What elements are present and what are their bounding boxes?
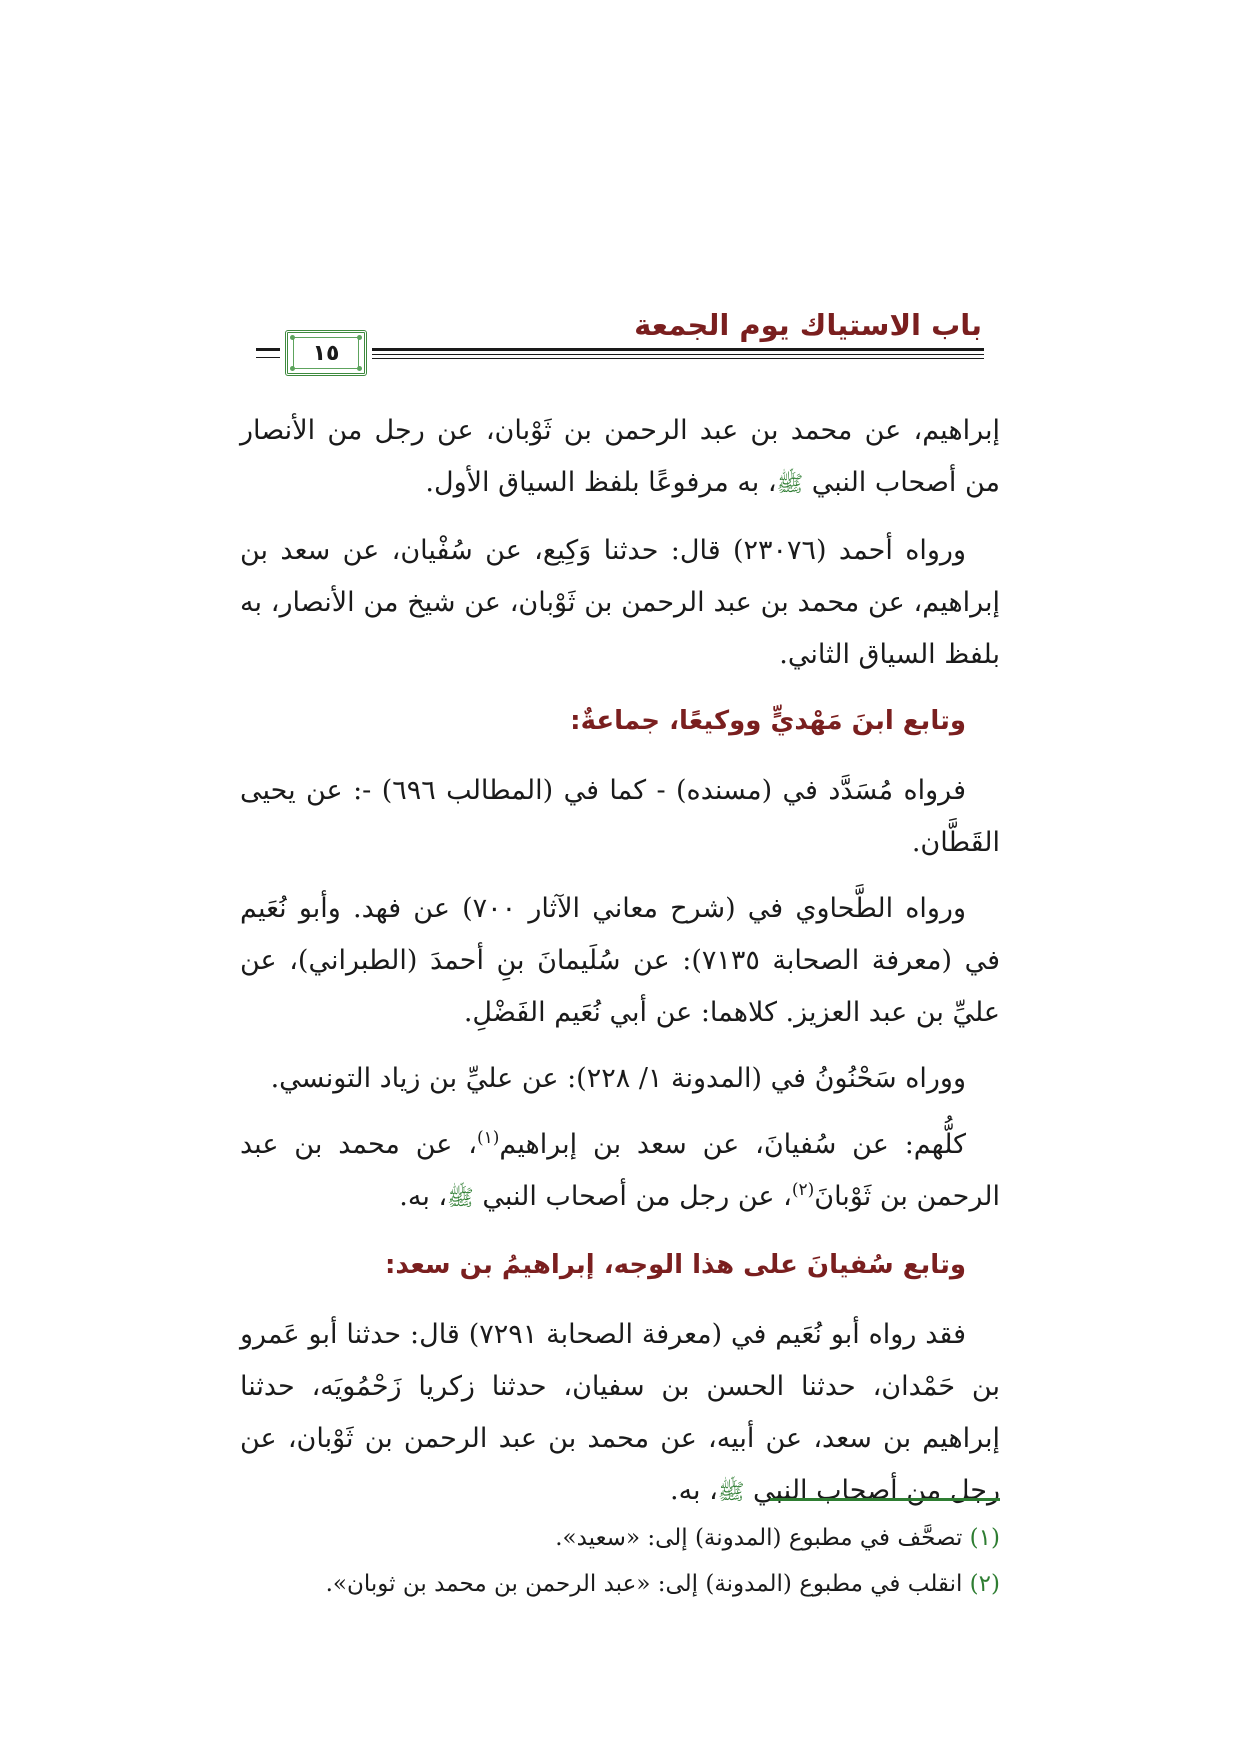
salutation-glyph: ﷺ — [717, 1480, 745, 1505]
ornament-dot — [357, 366, 362, 371]
footnote-text: تصحَّف في مطبوع (المدونة) إلى: «سعيد». — [555, 1525, 963, 1551]
footnote-separator — [770, 1498, 1000, 1501]
ornament-dot — [357, 335, 362, 340]
paragraph-text: ، به مرفوعًا بلفظ السياق الأول. — [425, 467, 777, 498]
header-rule — [372, 348, 984, 355]
paragraph-text: ، عن رجل من أصحاب النبي — [482, 1181, 792, 1212]
footnotes — [240, 1515, 1000, 1607]
page-number: ١٥ — [293, 337, 359, 369]
paragraph-text: ، به. — [669, 1475, 718, 1506]
footnote-text: انقلب في مطبوع (المدونة) إلى: «عبد الرحمن بن محمد بن ثوبان». — [325, 1571, 963, 1597]
paragraph-text: ، عن محمد بن عبد الرحمن بن ثَوْبانَ — [240, 1129, 1000, 1212]
header-rule-left — [256, 348, 280, 354]
footnote — [240, 1561, 1000, 1607]
section-heading: وتابع ابنَ مَهْديٍّ ووكيعًا، جماعةٌ: — [570, 706, 966, 736]
paragraph-text: ، به. — [399, 1181, 448, 1212]
paragraph — [240, 1119, 1000, 1225]
paragraph: فرواه مُسَدَّد في (مسنده) - كما في (المطالب ٦٩٦) -: عن يحيى القَطَّان. — [240, 775, 1000, 858]
paragraph-text: إبراهيم، عن محمد بن عبد الرحمن بن ثَوْبان، عن رجل من الأنصار من أصحاب النبي — [240, 415, 1000, 498]
paragraph — [240, 1309, 1000, 1519]
main-text — [240, 405, 1000, 1533]
paragraph-text: فقد رواه أبو نُعَيم في (معرفة الصحابة ٧٢٩١) قال: حدثنا أبو عَمرو بن حَمْدان، حدثنا الحسن بن سفيان، حدثنا زكريا زَحْمُويَه، حدثنا إبراهيم بن سعد، عن أبيه، عن محمد بن عبد الرحمن بن ثَوْبان، عن رجل من أصحاب النبي — [240, 1319, 1000, 1506]
paragraph-text: كلُّهم: عن سُفيانَ، عن سعد بن إبراهيم — [499, 1129, 966, 1160]
paragraph: ورواه أحمد (٢٣٠٧٦) قال: حدثنا وَكِيع، عن سُفْيان، عن سعد بن إبراهيم، عن محمد بن عبد الرحمن بن ثَوْبان، عن شيخ من الأنصار، به بلفظ السياق الثاني. — [240, 535, 1000, 670]
footnote-number: (٢) — [969, 1571, 1000, 1597]
page-number-badge — [285, 330, 367, 376]
paragraph: ووراه سَحْنُونُ في (المدونة ١/ ٢٢٨): عن عليِّ بن زياد التونسي. — [270, 1063, 966, 1094]
paragraph: ورواه الطَّحاوي في (شرح معاني الآثار ٧٠٠) عن فهد. وأبو نُعَيم في (معرفة الصحابة ٧١٣٥): عن سُلَيمانَ بنِ أحمدَ (الطبراني)، عن عليِّ بن عبد العزيز. كلاهما: عن أبي نُعَيم الفَضْلِ. — [240, 893, 1001, 1028]
ornament-dot — [290, 335, 295, 340]
paragraph — [240, 405, 1000, 511]
footnote-number: (١) — [969, 1525, 1000, 1551]
salutation-glyph: ﷺ — [447, 1186, 474, 1211]
footnote-ref: (١) — [476, 1128, 500, 1148]
footnote — [240, 1515, 1000, 1561]
section-heading: وتابع سُفيانَ على هذا الوجه، إبراهيمُ بن سعد: — [384, 1250, 966, 1280]
chapter-title: باب الاستياك يوم الجمعة — [634, 308, 982, 342]
ornament-dot — [290, 366, 295, 371]
salutation-glyph: ﷺ — [776, 472, 804, 497]
footnote-ref: (٢) — [791, 1180, 815, 1200]
